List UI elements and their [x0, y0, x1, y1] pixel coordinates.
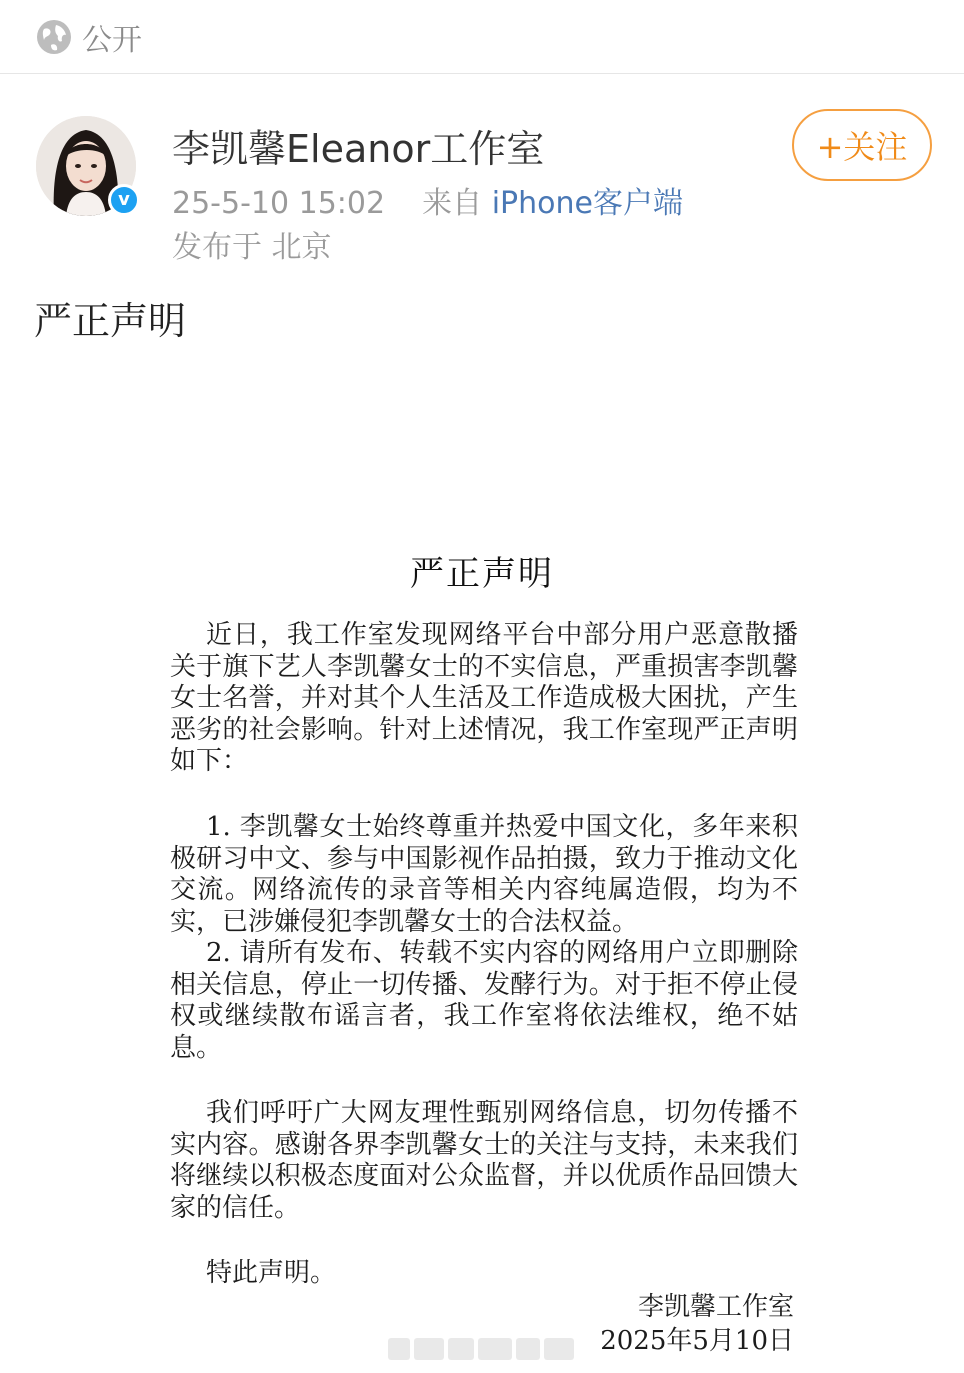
statement-appeal: 我们呼吁广大网友理性甄别网络信息，切勿传播不实内容。感谢各界李凯馨女士的关注与支持，未来我们将继续以积极态度面对公众监督，并以优质作品回馈大家的信任。 [170, 1098, 798, 1223]
author-avatar-wrap[interactable] [36, 116, 140, 220]
point-2-number: 2. [206, 938, 231, 968]
author-name[interactable]: 李凯馨Eleanor工作室 [172, 127, 545, 171]
watermark [388, 1334, 578, 1364]
statement-closing: 特此声明。 [206, 1258, 337, 1288]
post-source-link[interactable]: iPhone客户端 [491, 186, 683, 221]
statement-intro: 近日，我工作室发现网络平台中部分用户恶意散播关于旗下艺人李凯馨女士的不实信息，严重损害李凯馨女士名誉，并对其个人生活及工作造成极大困扰，产生恶劣的社会影响。针对上述情况，我工作室现严正声明如下： [170, 620, 798, 776]
statement-signature: 李凯馨工作室 [637, 1292, 794, 1322]
source-prefix: 来自 [422, 186, 483, 221]
visibility-bar [0, 0, 964, 74]
globe-icon [34, 17, 74, 57]
statement-date: 2025年5月10日 [600, 1326, 794, 1356]
post-location: 发布于 北京 [172, 230, 332, 265]
follow-button[interactable]: +关注 [792, 109, 932, 181]
statement-point-2 [170, 938, 798, 1064]
post-time: 25-5-10 15:02 [172, 186, 386, 221]
statement-point-1 [170, 812, 798, 938]
point-1-number: 1. [206, 812, 231, 842]
point-1-text: 李凯馨女士始终尊重并热爱中国文化，多年来积极研习中文、参与中国影视作品拍摄，致力于推动文化交流。网络流传的录音等相关内容纯属造假，均为不实，已涉嫌侵犯李凯馨女士的合法权益。 [170, 812, 798, 937]
point-2-text: 请所有发布、转载不实内容的网络用户立即删除相关信息，停止一切传播、发酵行为。对于拒不停止侵权或继续散布谣言者，我工作室将依法维权，绝不姑息。 [170, 938, 798, 1063]
visibility-label: 公开 [82, 22, 142, 58]
post-text: 严正声明 [34, 299, 187, 343]
post-meta [172, 178, 683, 222]
verified-badge-icon: v [108, 184, 140, 216]
statement-title: 严正声明 [410, 554, 554, 594]
